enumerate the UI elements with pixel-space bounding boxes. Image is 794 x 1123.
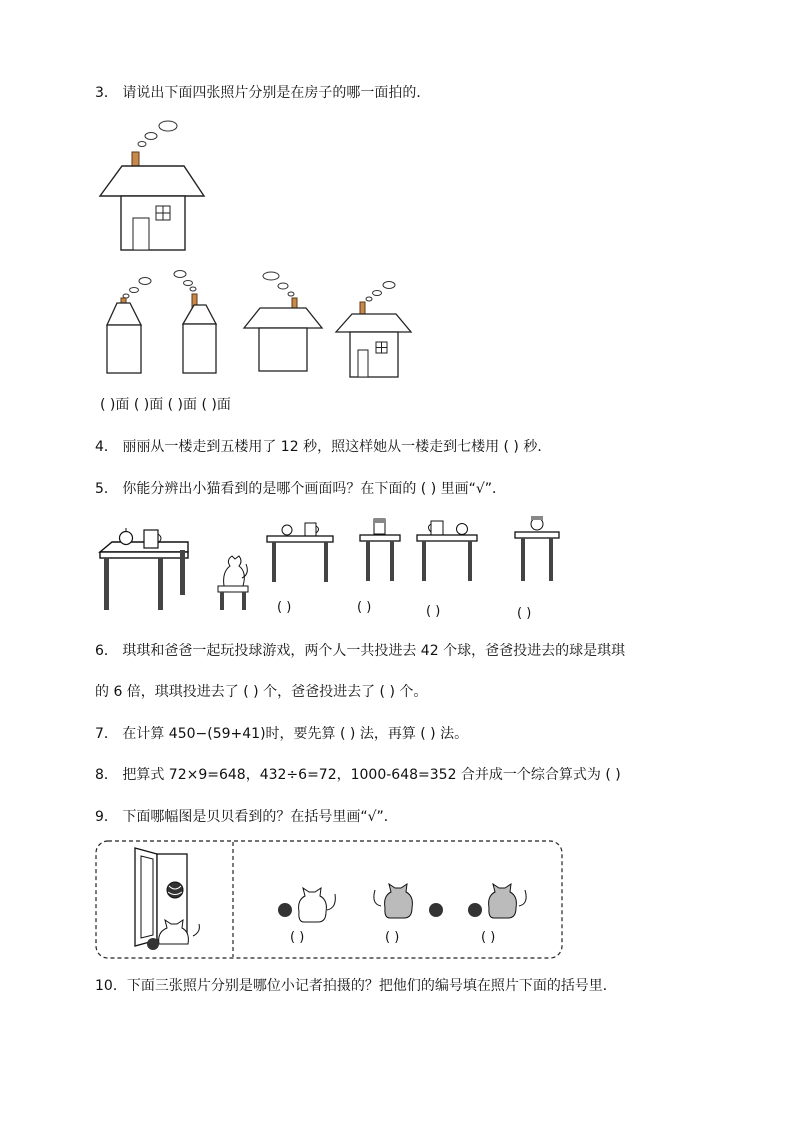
q9-choice-3[interactable]: ( ) (481, 930, 496, 945)
house-side-view-1 (105, 275, 150, 375)
q9-choice-2[interactable]: ( ) (385, 930, 400, 945)
cat-table-scene (98, 528, 258, 613)
table-view-4 (513, 512, 561, 585)
question-10-text: 10．下面三张照片分别是哪位小记者拍摄的？把他们的编号填在照片下面的括号里． (95, 978, 617, 994)
q5-choice-2[interactable]: ( ) (357, 600, 372, 615)
question-9-text: 9． 下面哪幅图是贝贝看到的？在括号里画“√”． (95, 809, 398, 825)
table-view-3 (415, 516, 479, 585)
question-6-line-1: 6． 琪琪和爸爸一起玩投球游戏，两个人一共投进去 42 个球，爸爸投进去的球是琪琪 (95, 643, 626, 659)
question-3-text: 3． 请说出下面四张照片分别是在房子的哪一面拍的． (95, 85, 431, 101)
q5-choice-3[interactable]: ( ) (426, 604, 441, 619)
house-front-view-small (334, 280, 414, 380)
question-7-text: 7． 在计算 450−(59+41)时，要先算 ( ) 法，再算 ( ) 法。 (95, 726, 469, 742)
question-4-text: 4． 丽丽从一楼走到五楼用了 12 秒，照这样她从一楼走到七楼用 ( ) 秒． (95, 439, 552, 455)
question-3-answer-row[interactable]: ( )面 ( )面 ( )面 ( )面 (100, 397, 231, 413)
table-view-2 (358, 516, 403, 585)
question-5-text: 5． 你能分辨出小猫看到的是哪个画面吗？在下面的 ( ) 里画“√”． (95, 481, 507, 497)
q9-choice-1[interactable]: ( ) (290, 930, 305, 945)
house-back-view (242, 270, 324, 373)
house-side-view-2 (172, 268, 217, 375)
q5-choice-4[interactable]: ( ) (517, 606, 532, 621)
house-front-figure (98, 118, 208, 253)
question-6-line-2: 的 6 倍，琪琪投进去了 ( ) 个，爸爸投进去了 ( ) 个。 (95, 684, 428, 700)
question-8-text: 8． 把算式 72×9=648，432÷6=72，1000-648=352 合并成一个综合算式为 ( ) (95, 767, 621, 783)
q5-choice-1[interactable]: ( ) (277, 600, 292, 615)
table-view-1 (265, 520, 335, 585)
